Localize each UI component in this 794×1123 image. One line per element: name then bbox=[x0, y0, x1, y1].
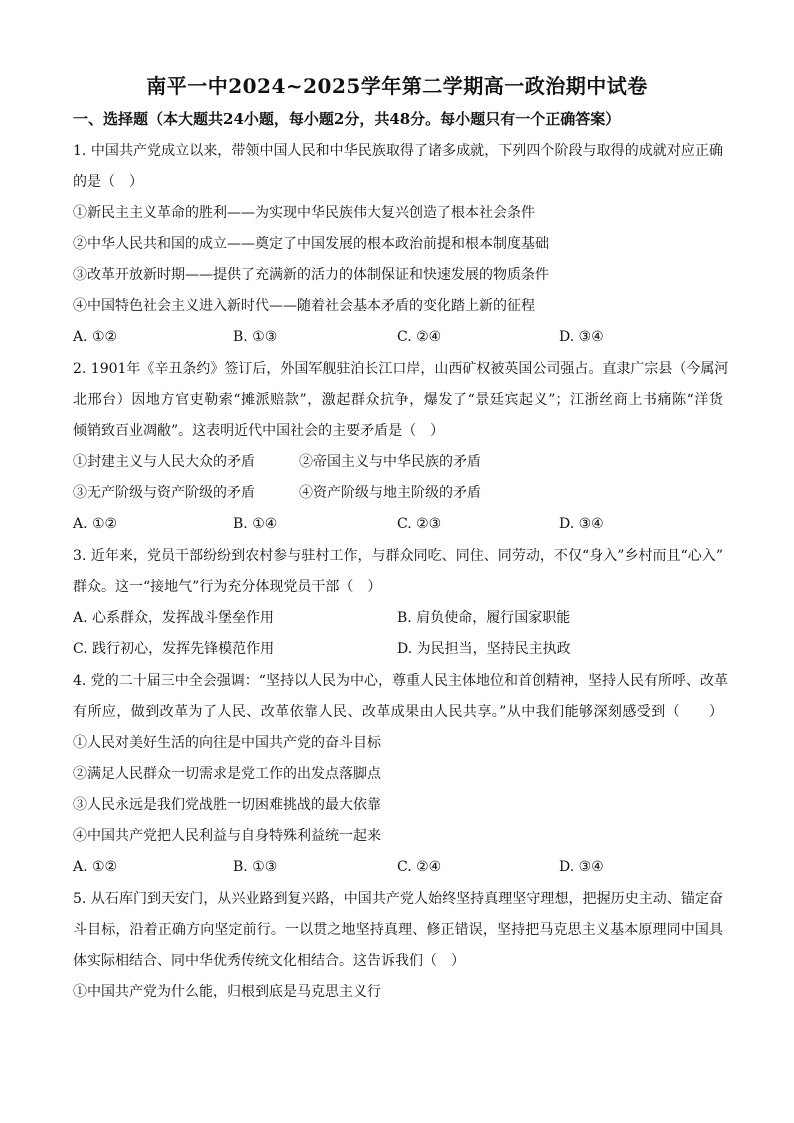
exam-title: 南平一中2024~2025学年第二学期高一政治期中试卷 bbox=[146, 74, 648, 98]
q5-stem-line-1: 5. 从石库门到天安门，从兴业路到复兴路，中国共产党人始终坚持真理坚守理想，把握历史主动、锚定奋 bbox=[73, 891, 723, 907]
q1-option-b[interactable]: B. ①③ bbox=[233, 329, 278, 345]
q2-item-3: ③无产阶级与资产阶级的矛盾 bbox=[73, 485, 255, 501]
q4-option-a[interactable]: A. ①② bbox=[73, 859, 118, 875]
q4-stem-line-1: 4. 党的二十届三中全会强调：“坚持以人民为中心，尊重人民主体地位和首创精神，坚持人民有所呼、改革 bbox=[73, 673, 728, 689]
q4-stem-line-2: 有所应，做到改革为了人民、改革依靠人民、改革成果由人民共享。”从中我们能够深刻感受到（ ） bbox=[73, 704, 723, 720]
q2-option-c[interactable]: C. ②③ bbox=[397, 516, 442, 532]
q3-stem-line-2: 群众。这一“接地气”行为充分体现党员干部（ ） bbox=[73, 579, 382, 595]
q2-item-4: ④资产阶级与地主阶级的矛盾 bbox=[299, 485, 481, 501]
q1-option-c[interactable]: C. ②④ bbox=[397, 329, 442, 345]
q2-stem-line-3: 倾销致百业凋敝”。这表明近代中国社会的主要矛盾是（ ） bbox=[73, 423, 445, 439]
q4-option-c[interactable]: C. ②④ bbox=[397, 859, 442, 875]
q5-stem-line-2: 斗目标，沿着正确方向坚定前行。一以贯之地坚持真理、修正错误，坚持把马克思主义基本原理同中国具 bbox=[73, 922, 723, 938]
q1-option-d[interactable]: D. ③④ bbox=[559, 329, 604, 345]
q4-option-d[interactable]: D. ③④ bbox=[559, 859, 604, 875]
q2-item-2: ②帝国主义与中华民族的矛盾 bbox=[299, 454, 481, 470]
q3-option-d[interactable]: D. 为民担当，坚持民主执政 bbox=[397, 641, 571, 657]
q5-item-1: ①中国共产党为什么能，归根到底是马克思主义行 bbox=[73, 984, 381, 1000]
q2-item-1: ①封建主义与人民大众的矛盾 bbox=[73, 454, 255, 470]
q2-option-b[interactable]: B. ①④ bbox=[233, 516, 278, 532]
q1-option-a[interactable]: A. ①② bbox=[73, 329, 118, 345]
q2-stem-line-2: 北邢台）因地方官吏勒索“摊派赔款”，激起群众抗争，爆发了“景廷宾起义”；江浙丝商上书痛陈“洋货 bbox=[73, 392, 723, 408]
q5-stem-line-3: 体实际相结合、同中华优秀传统文化相结合。这告诉我们（ ） bbox=[73, 953, 465, 969]
q1-item-1: ①新民主主义革命的胜利——为实现中华民族伟大复兴创造了根本社会条件 bbox=[73, 205, 535, 221]
q3-option-c[interactable]: C. 践行初心，发挥先锋模范作用 bbox=[73, 641, 275, 657]
q1-stem-line-1: 1. 中国共产党成立以来，带领中国人民和中华民族取得了诸多成就，下列四个阶段与取得的成就对应正确 bbox=[73, 143, 723, 159]
q3-option-b[interactable]: B. 肩负使命，履行国家职能 bbox=[397, 610, 571, 626]
q4-item-1: ①人民对美好生活的向往是中国共产党的奋斗目标 bbox=[73, 735, 381, 751]
q2-option-d[interactable]: D. ③④ bbox=[559, 516, 604, 532]
q4-option-b[interactable]: B. ①③ bbox=[233, 859, 278, 875]
q1-item-4: ④中国特色社会主义进入新时代——随着社会基本矛盾的变化踏上新的征程 bbox=[73, 298, 535, 314]
q4-item-4: ④中国共产党把人民利益与自身特殊利益统一起来 bbox=[73, 828, 381, 844]
q4-item-2: ②满足人民群众一切需求是党工作的出发点落脚点 bbox=[73, 766, 381, 782]
q1-stem-line-2: 的是（ ） bbox=[73, 174, 143, 190]
q1-item-2: ②中华人民共和国的成立——奠定了中国发展的根本政治前提和根本制度基础 bbox=[73, 236, 549, 252]
q3-stem-line-1: 3. 近年来，党员干部纷纷到农村参与驻村工作，与群众同吃、同住、同劳动，不仅“身入”乡村而且“心入” bbox=[73, 548, 723, 564]
q3-option-a[interactable]: A. 心系群众，发挥战斗堡垒作用 bbox=[73, 610, 275, 626]
section-heading: 一、选择题（本大题共24小题，每小题2分，共48分。每小题只有一个正确答案） bbox=[73, 110, 621, 128]
q4-item-3: ③人民永远是我们党战胜一切困难挑战的最大依靠 bbox=[73, 797, 381, 813]
q2-option-a[interactable]: A. ①② bbox=[73, 516, 118, 532]
q1-item-3: ③改革开放新时期——提供了充满新的活力的体制保证和快速发展的物质条件 bbox=[73, 267, 549, 283]
q2-stem-line-1: 2. 1901年《辛丑条约》签订后，外国军舰驻泊长江口岸，山西矿权被英国公司强占。直隶广宗县（今属河 bbox=[73, 361, 729, 377]
